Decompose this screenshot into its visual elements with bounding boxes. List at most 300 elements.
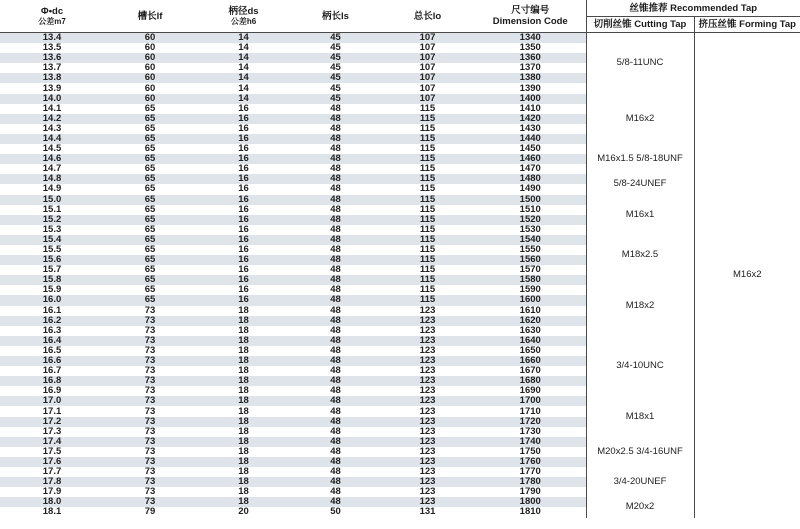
cell-lf: 73 bbox=[144, 325, 156, 336]
cell-dc: 15.4 bbox=[0, 235, 104, 245]
cell-dc: 15.1 bbox=[42, 204, 62, 215]
cell-code: 1550 bbox=[519, 244, 541, 256]
cell-ds: 16 bbox=[196, 114, 291, 124]
table-row bbox=[0, 195, 800, 205]
cell-ls: 48 bbox=[330, 123, 341, 134]
cell-code: 1730 bbox=[519, 426, 541, 437]
cell-dc: 18.1 bbox=[42, 507, 62, 518]
cell-code: 1390 bbox=[519, 83, 541, 94]
cell-ls: 48 bbox=[291, 396, 380, 406]
cell-code: 1570 bbox=[519, 265, 541, 276]
cutting-tap-cell: M18x2 bbox=[586, 275, 694, 336]
cutting-tap-cell: 5/8-24UNEF bbox=[586, 174, 694, 194]
cell-ds: 18 bbox=[238, 446, 249, 457]
cell-lf: 60 bbox=[104, 73, 196, 83]
cell-ls: 48 bbox=[330, 366, 341, 377]
cell-lo: 107 bbox=[380, 94, 475, 104]
cell-dc: 17.9 bbox=[42, 487, 62, 498]
cell-ds: 16 bbox=[196, 215, 291, 225]
cell-code: 1470 bbox=[519, 164, 541, 175]
cell-lo: 107 bbox=[380, 73, 475, 83]
cell-code: 1690 bbox=[519, 386, 541, 397]
cell-dc: 13.5 bbox=[42, 43, 62, 54]
cell-code: 1740 bbox=[475, 437, 586, 447]
cell-code: 1760 bbox=[475, 457, 586, 467]
cell-dc: 13.4 bbox=[0, 33, 104, 44]
cell-ds: 16 bbox=[196, 255, 291, 265]
cell-code: 1590 bbox=[519, 285, 541, 296]
cell-ls: 48 bbox=[291, 477, 380, 487]
cell-dc: 13.7 bbox=[42, 63, 62, 74]
cell-ds: 14 bbox=[238, 83, 249, 94]
cell-lo: 115 bbox=[419, 244, 436, 256]
cell-code: 1500 bbox=[475, 195, 586, 205]
cell-ls: 48 bbox=[291, 417, 380, 427]
cell-ds: 20 bbox=[238, 507, 249, 518]
cell-lf: 73 bbox=[104, 396, 196, 406]
cell-ds: 16 bbox=[196, 235, 291, 245]
cell-dc: 14.2 bbox=[0, 114, 104, 124]
cell-ls: 48 bbox=[330, 467, 341, 478]
cell-lf: 73 bbox=[144, 467, 156, 478]
cell-ls: 48 bbox=[330, 103, 341, 114]
cell-lo: 115 bbox=[380, 134, 475, 144]
cell-dc: 17.5 bbox=[42, 446, 62, 457]
cell-lo: 123 bbox=[419, 386, 436, 397]
cell-dc: 15.5 bbox=[42, 244, 62, 256]
cell-lo: 115 bbox=[380, 235, 475, 245]
cell-code: 1770 bbox=[519, 467, 541, 478]
cell-lo: 115 bbox=[419, 103, 436, 114]
cell-code: 1650 bbox=[519, 345, 541, 356]
cell-lo: 115 bbox=[380, 114, 475, 124]
cell-ds: 16 bbox=[238, 103, 249, 114]
cell-lf: 65 bbox=[144, 265, 156, 276]
cell-dc: 14.7 bbox=[42, 164, 62, 175]
cell-ds: 18 bbox=[238, 406, 249, 417]
cell-lo: 123 bbox=[380, 417, 475, 427]
cell-ls: 45 bbox=[291, 33, 380, 44]
cell-ls: 50 bbox=[330, 507, 341, 518]
cell-lo: 123 bbox=[419, 366, 436, 377]
cell-ls: 48 bbox=[330, 144, 341, 155]
header-diameter-label: Φ•dc bbox=[40, 5, 64, 17]
cell-code: 1540 bbox=[475, 235, 586, 245]
cell-lf: 65 bbox=[144, 164, 156, 175]
cell-ds: 16 bbox=[238, 285, 249, 296]
cell-code: 1440 bbox=[475, 134, 586, 144]
cell-lo: 123 bbox=[419, 446, 436, 457]
cell-ls: 48 bbox=[291, 235, 380, 245]
cell-ds: 18 bbox=[196, 477, 291, 487]
cell-ls: 45 bbox=[291, 53, 380, 63]
cell-ds: 16 bbox=[238, 144, 249, 155]
cell-dc: 17.1 bbox=[42, 406, 62, 417]
header-shank-diameter-label: 柄径ds bbox=[228, 5, 259, 17]
table-row bbox=[0, 275, 800, 285]
cutting-tap-cell: M20x2.5 3/4-16UNF bbox=[586, 437, 694, 467]
cell-ds: 14 bbox=[238, 63, 249, 74]
cell-dc: 16.5 bbox=[42, 345, 62, 356]
cell-code: 1680 bbox=[475, 376, 586, 386]
cell-code: 1640 bbox=[475, 336, 586, 346]
header-dimension-code-en: Dimension Code bbox=[492, 16, 568, 27]
cell-lo: 115 bbox=[419, 184, 436, 195]
cell-ls: 48 bbox=[291, 114, 380, 124]
header-dimension-code-cn: 尺寸编号 bbox=[511, 5, 550, 16]
cell-lf: 60 bbox=[144, 63, 156, 74]
cell-ds: 14 bbox=[196, 53, 291, 63]
cell-lo: 115 bbox=[419, 144, 436, 155]
cell-ls: 48 bbox=[330, 265, 341, 276]
cell-ls: 48 bbox=[291, 134, 380, 144]
cutting-tap-cell: M16x2 bbox=[586, 94, 694, 144]
cell-lo: 123 bbox=[380, 376, 475, 386]
cell-lo: 115 bbox=[380, 215, 475, 225]
cell-dc: 14.1 bbox=[42, 103, 62, 114]
cell-ds: 18 bbox=[238, 426, 249, 437]
cell-dc: 15.0 bbox=[0, 195, 104, 205]
cell-ds: 14 bbox=[196, 33, 291, 44]
cell-ls: 48 bbox=[330, 325, 341, 336]
cell-code: 1460 bbox=[475, 154, 586, 164]
cell-ds: 18 bbox=[238, 325, 249, 336]
cell-ls: 48 bbox=[291, 154, 380, 164]
cell-code: 1620 bbox=[475, 316, 586, 326]
table-row bbox=[0, 497, 800, 507]
cell-lf: 65 bbox=[144, 123, 156, 134]
cell-dc: 17.6 bbox=[0, 457, 104, 467]
cell-lf: 73 bbox=[144, 426, 156, 437]
cell-lf: 73 bbox=[104, 477, 196, 487]
cell-ds: 16 bbox=[238, 204, 249, 215]
cell-lo: 123 bbox=[419, 345, 436, 356]
cell-ds: 18 bbox=[196, 417, 291, 427]
cell-lf: 73 bbox=[104, 336, 196, 346]
cell-code: 1670 bbox=[519, 366, 541, 377]
cell-ds: 16 bbox=[238, 184, 249, 195]
cell-dc: 18.0 bbox=[0, 497, 104, 507]
cell-code: 1710 bbox=[519, 406, 541, 417]
cell-ds: 16 bbox=[196, 174, 291, 184]
cell-dc: 16.7 bbox=[42, 366, 62, 377]
cutting-tap-cell: M18x2.5 bbox=[586, 235, 694, 275]
cell-lf: 65 bbox=[104, 275, 196, 285]
header-diameter bbox=[0, 0, 104, 33]
cell-ds: 18 bbox=[196, 457, 291, 467]
cell-ds: 14 bbox=[196, 73, 291, 83]
cell-lo: 115 bbox=[380, 295, 475, 305]
cell-lf: 73 bbox=[104, 417, 196, 427]
header-overall-length: 总长lo bbox=[380, 0, 475, 33]
cell-lf: 73 bbox=[144, 406, 156, 417]
cell-lf: 73 bbox=[144, 305, 156, 316]
cell-code: 1600 bbox=[475, 295, 586, 305]
cell-lf: 60 bbox=[144, 43, 156, 54]
cell-lo: 107 bbox=[380, 33, 475, 44]
cell-lo: 115 bbox=[419, 265, 436, 276]
cell-lo: 115 bbox=[380, 275, 475, 285]
cell-code: 1350 bbox=[519, 43, 541, 54]
cell-dc: 17.2 bbox=[0, 417, 104, 427]
cell-ls: 45 bbox=[291, 94, 380, 104]
cell-dc: 16.2 bbox=[0, 316, 104, 326]
cell-code: 1480 bbox=[475, 174, 586, 184]
cell-dc: 15.6 bbox=[0, 255, 104, 265]
cell-ls: 48 bbox=[291, 316, 380, 326]
cell-lf: 65 bbox=[104, 235, 196, 245]
cell-dc: 17.0 bbox=[0, 396, 104, 406]
cell-code: 1660 bbox=[475, 356, 586, 366]
cell-code: 1510 bbox=[519, 204, 541, 215]
cell-lf: 65 bbox=[144, 285, 156, 296]
cell-ls: 48 bbox=[291, 437, 380, 447]
table-row bbox=[0, 235, 800, 245]
table-row bbox=[0, 336, 800, 346]
header-cutting-tap: 切削丝锥 Cutting Tap bbox=[586, 17, 694, 33]
cell-code: 1410 bbox=[519, 103, 541, 114]
cell-dc: 16.9 bbox=[42, 386, 62, 397]
cell-dc: 15.7 bbox=[42, 265, 62, 276]
cell-ls: 48 bbox=[291, 275, 380, 285]
cell-ls: 48 bbox=[330, 345, 341, 356]
header-dimension-code bbox=[475, 0, 586, 33]
cell-ds: 14 bbox=[238, 43, 249, 54]
cell-code: 1420 bbox=[475, 114, 586, 124]
cell-ls: 48 bbox=[291, 195, 380, 205]
cell-dc: 17.7 bbox=[42, 467, 62, 478]
cell-ds: 16 bbox=[238, 265, 249, 276]
table-row bbox=[0, 396, 800, 406]
cell-lf: 65 bbox=[144, 144, 156, 155]
cell-ds: 18 bbox=[196, 376, 291, 386]
cell-ds: 16 bbox=[196, 195, 291, 205]
cell-code: 1450 bbox=[519, 144, 541, 155]
cell-ls: 48 bbox=[330, 164, 341, 175]
cell-code: 1530 bbox=[519, 224, 541, 235]
forming-tap-cell: M16x2 bbox=[694, 33, 800, 518]
cell-lo: 115 bbox=[380, 195, 475, 205]
cell-lf: 73 bbox=[104, 437, 196, 447]
cell-lf: 73 bbox=[104, 376, 196, 386]
cell-lo: 123 bbox=[419, 305, 436, 316]
cell-ds: 18 bbox=[196, 316, 291, 326]
cell-lo: 123 bbox=[380, 356, 475, 366]
cell-ds: 18 bbox=[238, 467, 249, 478]
cell-lf: 65 bbox=[144, 184, 156, 195]
header-recommended-tap: 丝锥推荐 Recommended Tap bbox=[586, 0, 800, 17]
cell-code: 1370 bbox=[519, 63, 541, 74]
cell-lo: 123 bbox=[380, 457, 475, 467]
cell-lo: 123 bbox=[419, 406, 436, 417]
cell-ls: 48 bbox=[330, 285, 341, 296]
cell-code: 1490 bbox=[519, 184, 541, 195]
cell-ls: 45 bbox=[291, 73, 380, 83]
cell-lf: 65 bbox=[144, 224, 156, 235]
cell-ls: 48 bbox=[330, 244, 341, 256]
cell-lo: 115 bbox=[419, 164, 436, 175]
cell-lo: 115 bbox=[419, 285, 436, 296]
cutting-tap-cell: M16x1 bbox=[586, 195, 694, 235]
cell-lf: 65 bbox=[104, 134, 196, 144]
cell-code: 1790 bbox=[519, 487, 541, 498]
cell-lf: 60 bbox=[104, 53, 196, 63]
cell-code: 1340 bbox=[475, 33, 586, 44]
cell-ds: 16 bbox=[238, 224, 249, 235]
cell-ls: 48 bbox=[291, 336, 380, 346]
cell-ls: 48 bbox=[330, 305, 341, 316]
cell-lf: 73 bbox=[104, 457, 196, 467]
cell-lf: 73 bbox=[144, 345, 156, 356]
cell-code: 1700 bbox=[475, 396, 586, 406]
cell-lo: 123 bbox=[419, 467, 436, 478]
cell-ls: 48 bbox=[291, 376, 380, 386]
cell-ds: 18 bbox=[238, 366, 249, 377]
cutting-tap-cell: M18x1 bbox=[586, 396, 694, 436]
cell-lf: 60 bbox=[104, 94, 196, 104]
table-row bbox=[0, 437, 800, 447]
cell-dc: 17.3 bbox=[42, 426, 62, 437]
cell-ls: 48 bbox=[330, 184, 341, 195]
cell-lf: 73 bbox=[104, 497, 196, 507]
cell-dc: 16.6 bbox=[0, 356, 104, 366]
header-forming-tap: 挤压丝锥 Forming Tap bbox=[694, 17, 800, 33]
cell-dc: 17.8 bbox=[0, 477, 104, 487]
cutting-tap-cell: M20x2 bbox=[586, 497, 694, 517]
cell-ls: 45 bbox=[330, 83, 341, 94]
cell-lf: 65 bbox=[104, 215, 196, 225]
cell-ls: 48 bbox=[291, 295, 380, 305]
cell-code: 1520 bbox=[475, 215, 586, 225]
cell-dc: 14.0 bbox=[0, 94, 104, 104]
cell-code: 1580 bbox=[475, 275, 586, 285]
cell-lo: 115 bbox=[380, 154, 475, 164]
cell-ds: 16 bbox=[196, 134, 291, 144]
cell-dc: 15.8 bbox=[0, 275, 104, 285]
cell-ls: 48 bbox=[330, 426, 341, 437]
cell-ls: 48 bbox=[330, 224, 341, 235]
cell-lo: 123 bbox=[380, 497, 475, 507]
cell-lo: 123 bbox=[380, 396, 475, 406]
cell-lo: 115 bbox=[419, 123, 436, 134]
cell-ls: 45 bbox=[330, 43, 341, 54]
cell-dc: 14.8 bbox=[0, 174, 104, 184]
header-flute-length: 槽长lf bbox=[104, 0, 196, 33]
cell-ls: 48 bbox=[330, 386, 341, 397]
cell-code: 1630 bbox=[519, 325, 541, 336]
cell-ds: 14 bbox=[196, 94, 291, 104]
cell-lo: 123 bbox=[419, 325, 436, 336]
cell-dc: 14.6 bbox=[0, 154, 104, 164]
cell-lo: 123 bbox=[419, 426, 436, 437]
cell-dc: 13.8 bbox=[0, 73, 104, 83]
table-header bbox=[0, 0, 800, 33]
cell-code: 1560 bbox=[475, 255, 586, 265]
cell-lf: 73 bbox=[144, 487, 156, 498]
cell-ds: 16 bbox=[196, 295, 291, 305]
table-row bbox=[0, 467, 800, 477]
cutting-tap-cell: 3/4-10UNC bbox=[586, 336, 694, 397]
cell-ds: 16 bbox=[238, 164, 249, 175]
cell-code: 1360 bbox=[475, 53, 586, 63]
cell-lf: 73 bbox=[144, 366, 156, 377]
cell-lf: 79 bbox=[144, 507, 156, 518]
cell-ds: 18 bbox=[238, 386, 249, 397]
cell-ls: 48 bbox=[330, 487, 341, 498]
cell-dc: 16.3 bbox=[42, 325, 62, 336]
cell-ds: 16 bbox=[196, 275, 291, 285]
table-row bbox=[0, 94, 800, 104]
cell-lo: 115 bbox=[380, 174, 475, 184]
cell-lo: 115 bbox=[419, 224, 436, 235]
cell-ds: 18 bbox=[196, 396, 291, 406]
cell-dc: 16.4 bbox=[0, 336, 104, 346]
cell-ds: 18 bbox=[196, 356, 291, 366]
cell-dc: 15.9 bbox=[42, 285, 62, 296]
cell-dc: 16.0 bbox=[0, 295, 104, 305]
cell-lf: 73 bbox=[104, 356, 196, 366]
cell-lo: 123 bbox=[380, 437, 475, 447]
cell-lf: 73 bbox=[144, 386, 156, 397]
cell-code: 1430 bbox=[519, 123, 541, 134]
cell-lf: 65 bbox=[104, 154, 196, 164]
header-shank-diameter bbox=[196, 0, 291, 33]
cell-dc: 14.4 bbox=[0, 134, 104, 144]
cell-lf: 60 bbox=[144, 83, 156, 94]
cell-lo: 123 bbox=[380, 477, 475, 487]
cell-ls: 48 bbox=[330, 406, 341, 417]
cutting-tap-cell: M16x1.5 5/8-18UNF bbox=[586, 144, 694, 174]
cell-lf: 65 bbox=[104, 174, 196, 184]
cell-ls: 48 bbox=[291, 457, 380, 467]
table-body bbox=[0, 33, 800, 518]
cell-ls: 48 bbox=[291, 174, 380, 184]
cell-lo: 107 bbox=[380, 53, 475, 63]
cell-code: 1800 bbox=[475, 497, 586, 507]
cell-dc: 13.9 bbox=[42, 83, 62, 94]
cell-ds: 18 bbox=[196, 336, 291, 346]
cell-code: 1400 bbox=[475, 94, 586, 104]
cell-lo: 123 bbox=[380, 336, 475, 346]
cell-lf: 65 bbox=[104, 295, 196, 305]
cell-dc: 15.2 bbox=[0, 215, 104, 225]
table-row bbox=[0, 144, 800, 154]
cell-ls: 48 bbox=[291, 356, 380, 366]
cell-ls: 48 bbox=[291, 215, 380, 225]
cell-dc: 16.1 bbox=[42, 305, 62, 316]
cell-lf: 73 bbox=[144, 446, 156, 457]
cell-ls: 45 bbox=[330, 63, 341, 74]
cell-lo: 107 bbox=[419, 43, 436, 54]
cell-code: 1380 bbox=[475, 73, 586, 83]
cell-dc: 16.8 bbox=[0, 376, 104, 386]
cell-lo: 115 bbox=[419, 204, 436, 215]
cell-lf: 65 bbox=[144, 204, 156, 215]
cell-lo: 107 bbox=[419, 63, 436, 74]
cell-lo: 107 bbox=[419, 83, 436, 94]
cell-dc: 15.3 bbox=[42, 224, 62, 235]
cell-ds: 16 bbox=[238, 244, 249, 256]
cell-ds: 16 bbox=[238, 123, 249, 134]
cell-ds: 18 bbox=[238, 487, 249, 498]
cell-code: 1610 bbox=[519, 305, 541, 316]
cell-code: 1750 bbox=[519, 446, 541, 457]
cell-dc: 14.9 bbox=[42, 184, 62, 195]
cell-lo: 131 bbox=[419, 507, 436, 518]
cell-ls: 48 bbox=[330, 446, 341, 457]
cutting-tap-cell: 3/4-20UNEF bbox=[586, 467, 694, 497]
table-row bbox=[0, 174, 800, 184]
